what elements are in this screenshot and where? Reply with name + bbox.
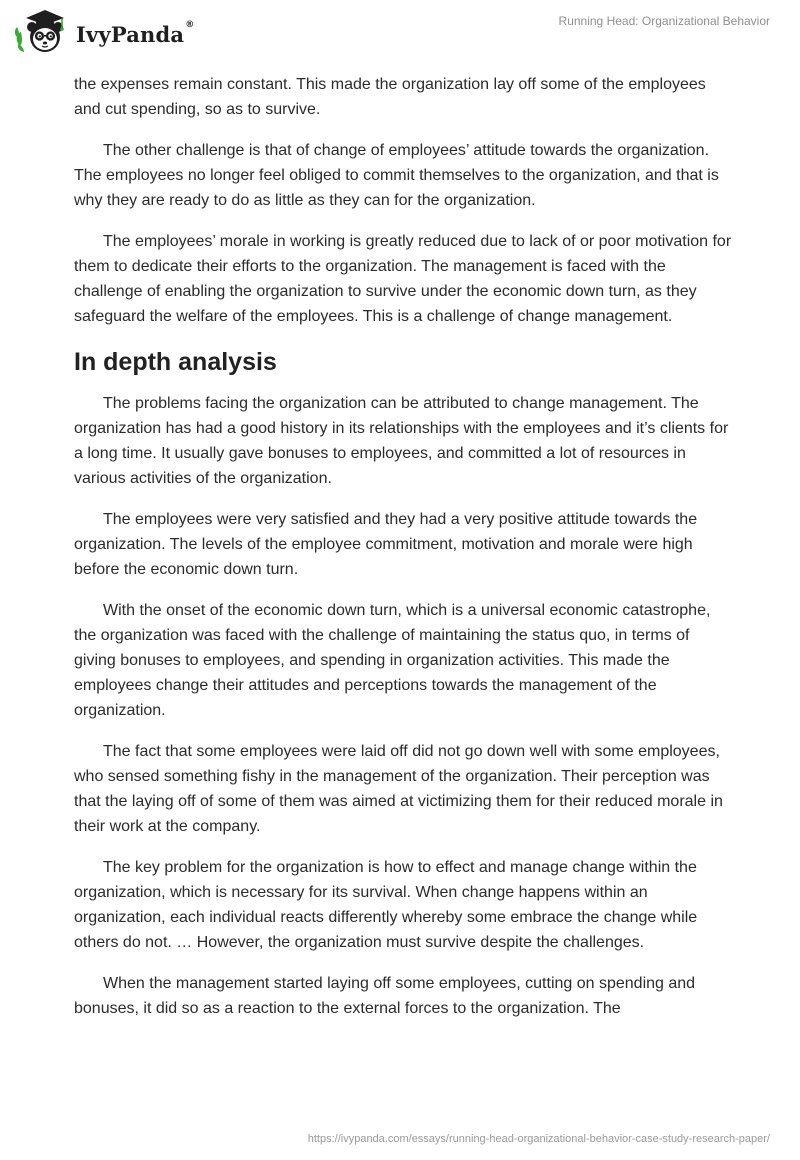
paragraph-1: the expenses remain constant. This made the organization lay off some of the employees and cut spending, so as to survive. — [74, 76, 706, 118]
ivypanda-logo[interactable] — [14, 8, 194, 58]
paragraph-2: The other challenge is that of change of employees’ attitude towards the organization. The employees no longer feel obliged to commit themselves to the organization, and that is why they are ready to do as little as they can for the organization. — [74, 142, 719, 209]
paragraph-6: With the onset of the economic down turn, which is a universal economic catastrophe, the organization was faced with the challenge of maintaining the status quo, in terms of giving bonuses to employees, and spending in organization activities. This made the employees change their attitudes and perceptions towards the management of the organization. — [74, 602, 711, 719]
paragraph-8: The key problem for the organization is how to effect and manage change within the organization, which is necessary for its survival. When change happens within an organization, each individual reacts differently whereby some embrace the change while others do not. … However, the organization must survive despite the challenges. — [74, 859, 698, 951]
paragraph-7: The fact that some employees were laid off did not go down well with some employees, who sensed something fishy in the management of the organization. Their perception was that the laying off of some of them was aimed at victimizing them for their reduced morale in their work at the company. — [74, 743, 723, 835]
source-url[interactable]: https://ivypanda.com/essays/running-head-organizational-behavior-case-study-research-paper/ — [307, 1133, 770, 1145]
essay-body — [74, 72, 734, 1037]
section-heading: In depth analysis — [74, 348, 277, 376]
registered-mark: ® — [185, 20, 195, 30]
logo-wordmark: IvyPanda — [76, 21, 185, 47]
paragraph-9: When the management started laying off some employees, cutting on spending and bonuses, it did so as a reaction to the external forces to the organization. The — [74, 975, 696, 1017]
page-header — [14, 6, 770, 58]
panda-graduate-icon — [14, 8, 74, 58]
running-head: Running Head: Organizational Behavior — [558, 14, 770, 28]
paragraph-5: The employees were very satisfied and they had a very positive attitude towards the organization. The levels of the employee commitment, motivation and morale were high before the economic down turn. — [74, 511, 698, 578]
paragraph-4: The problems facing the organization can be attributed to change management. The organization has had a good history in its relationships with the employees and it’s clients for a long time. It usually gave bonuses to employees, and committed a lot of resources in various activities of the organization. — [74, 395, 729, 487]
paragraph-3: The employees’ morale in working is greatly reduced due to lack of or poor motivation for them to dedicate their efforts to the organization. The management is faced with the challenge of enabling the organization to survive under the economic down turn, as they safeguard the welfare of the employees. This is a challenge of change management. — [74, 233, 732, 325]
